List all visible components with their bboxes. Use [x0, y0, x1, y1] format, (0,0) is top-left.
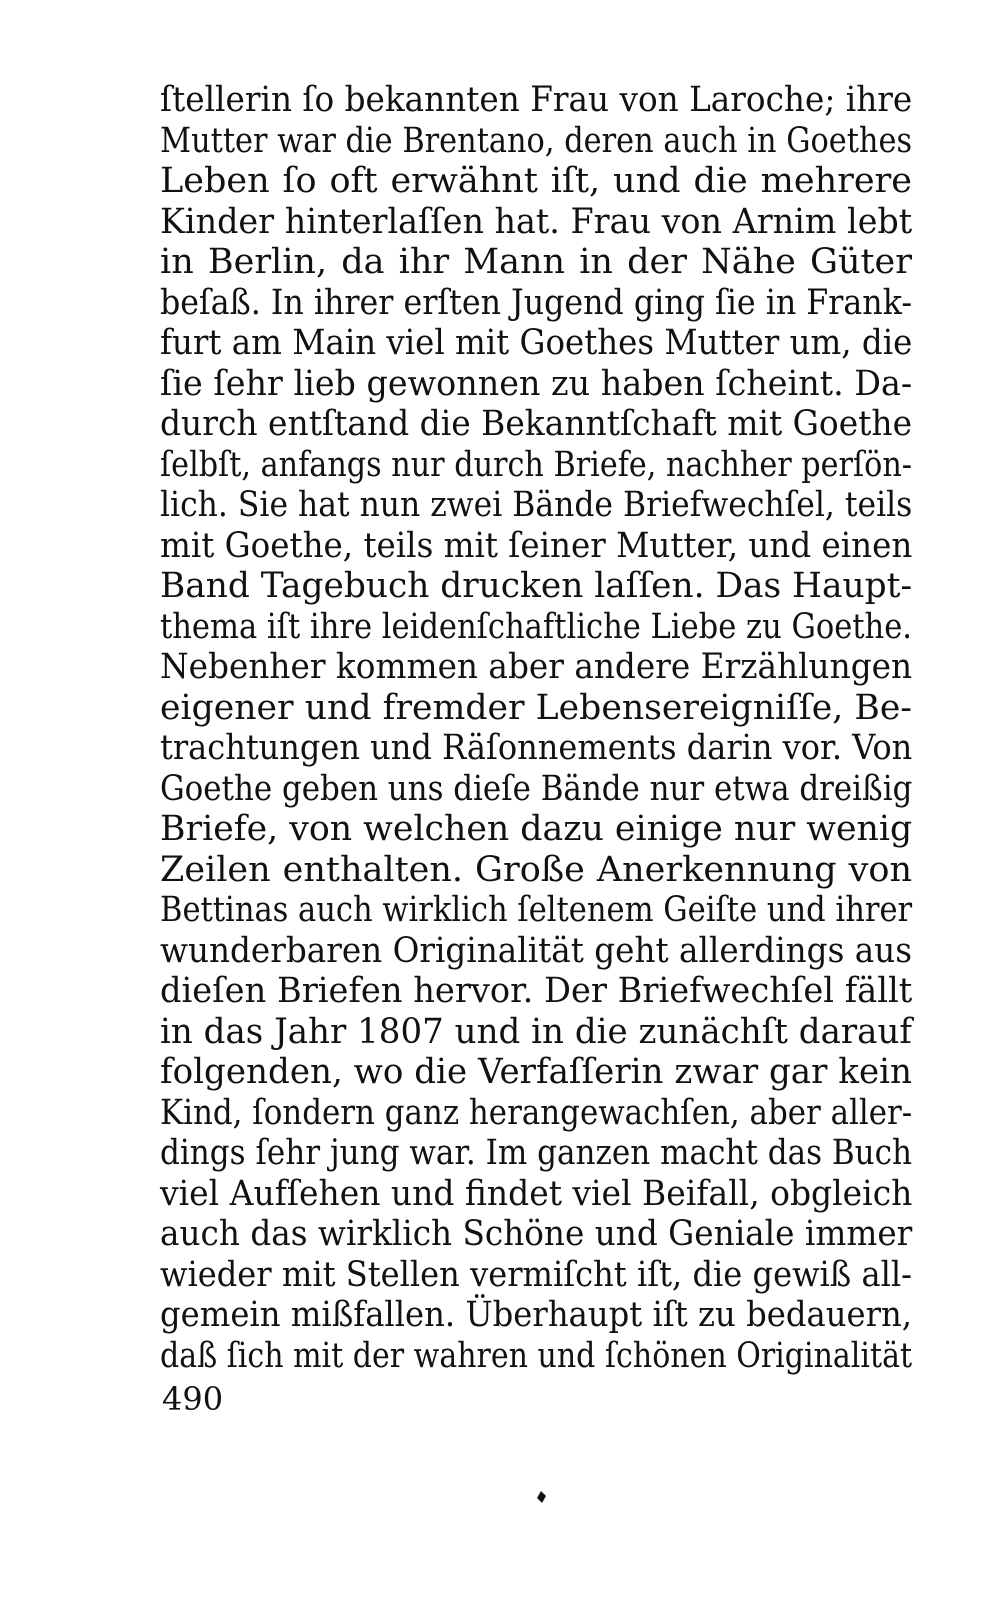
- printer-mark-shape: [537, 1491, 546, 1503]
- text-line: folgenden, wo die Verfaſſerin zwar gar kein: [160, 1052, 913, 1092]
- text-line: auch das wirklich Schöne und Geniale immer: [160, 1214, 913, 1254]
- text-line: ſelbſt, anfangs nur durch Briefe, nachher perſön-: [160, 444, 913, 485]
- text-line: durch entſtand die Bekanntſchaft mit Goethe: [160, 404, 913, 444]
- text-line: thema iſt ihre leidenſchaftliche Liebe zu Goethe.: [160, 606, 913, 647]
- text-line: Goethe geben uns dieſe Bände nur etwa dreißig: [160, 768, 913, 809]
- text-line: gemein mißfallen. Überhaupt iſt zu bedauern,: [160, 1295, 913, 1335]
- text-line: lich. Sie hat nun zwei Bände Briefwechſel, teils: [160, 485, 913, 525]
- printer-mark: [534, 1490, 548, 1504]
- text-line: viel Aufſehen und findet viel Beifall, obgleich: [160, 1173, 913, 1214]
- text-line: trachtungen und Räſonnements darin vor. Von: [160, 728, 913, 768]
- text-line: dings ſehr jung war. Im ganzen macht das Buch: [160, 1133, 913, 1173]
- text-line: Nebenher kommen aber andere Erzählungen: [160, 647, 913, 687]
- text-line: ſie ſehr lieb gewonnen zu haben ſcheint. Da-: [160, 363, 913, 404]
- page-number: 490: [162, 1380, 224, 1418]
- text-line: furt am Main viel mit Goethes Mutter um, die: [160, 323, 913, 363]
- text-line: Kind, ſondern ganz herangewachſen, aber aller-: [160, 1092, 913, 1133]
- text-line: ſtellerin ſo bekannten Frau von Laroche; ihre: [160, 80, 913, 120]
- text-line: mit Goethe, teils mit ſeiner Mutter, und einen: [160, 525, 913, 566]
- text-line: Bettinas auch wirklich ſeltenem Geiſte und ihrer: [160, 890, 913, 930]
- text-line: wieder mit Stellen vermiſcht iſt, die gewiß all-: [160, 1254, 913, 1295]
- text-line: in Berlin, da ihr Mann in der Nähe Güter: [160, 242, 912, 282]
- text-line: Zeilen enthalten. Große Anerkennung von: [160, 849, 912, 890]
- text-line: daß ſich mit der wahren und ſchönen Originalität: [160, 1335, 913, 1376]
- text-line: Band Tagebuch drucken laſſen. Das Haupt-: [160, 566, 913, 606]
- text-line: eigener und fremder Lebensereigniſſe, Be-: [160, 687, 913, 728]
- text-line: in das Jahr 1807 und in die zunächſt darauf: [160, 1011, 912, 1052]
- text-line: Leben ſo oft erwähnt iſt, und die mehrere: [160, 161, 912, 201]
- text-line: wunderbaren Originalität geht allerdings aus: [160, 930, 912, 971]
- text-line: dieſen Briefen hervor. Der Briefwechſel fällt: [160, 971, 913, 1011]
- text-line: beſaß. In ihrer erſten Jugend ging ſie in Frank-: [160, 282, 913, 323]
- body-text: [160, 80, 912, 1376]
- text-line: Kinder hinterlaſſen hat. Frau von Arnim lebt: [160, 201, 913, 242]
- text-line: Briefe, von welchen dazu einige nur wenig: [160, 809, 913, 849]
- text-line: Mutter war die Brentano, deren auch in Goethes: [160, 120, 913, 161]
